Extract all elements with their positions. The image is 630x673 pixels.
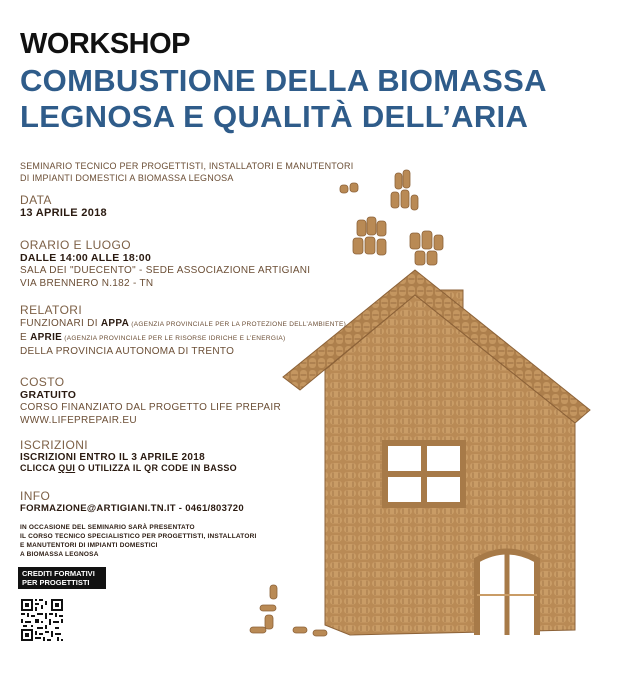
cost-label: COSTO	[20, 375, 65, 389]
cost-value: GRATUITO	[20, 389, 77, 401]
info-contact[interactable]: FORMAZIONE@ARTIGIANI.TN.IT - 0461/803720	[20, 503, 244, 514]
heading-line-2: LEGNOSA E QUALITÀ DELL’ARIA	[20, 99, 529, 134]
speakers-prefix-1: FUNZIONARI DI	[20, 318, 101, 329]
subtitle-line-2: DI IMPIANTI DOMESTICI A BIOMASSA LEGNOSA	[20, 173, 234, 183]
info-label: INFO	[20, 489, 51, 503]
date-value: 13 APRILE 2018	[20, 207, 107, 219]
pellet-house-illustration	[245, 165, 630, 650]
info-section	[20, 489, 244, 514]
appa-name: APPA	[100, 318, 130, 329]
cost-financed: CORSO FINANZIATO DAL PROGETTO LIFE PREPAIR	[20, 402, 281, 413]
aprie-note: (AGENZIA PROVINCIALE PER LE RISORSE IDRICHE E L’ENERGIA)	[62, 335, 286, 342]
note-line-3: E MANUTENTORI DI IMPIANTI DOMESTICI	[20, 542, 158, 549]
click-suffix: O UTILIZZA IL QR CODE IN BASSO	[75, 463, 237, 473]
heading-workshop: WORKSHOP	[20, 28, 190, 60]
speakers-label: RELATORI	[20, 303, 83, 317]
subtitle-line-1: SEMINARIO TECNICO PER PROGETTISTI, INSTALLATORI E MANUTENTORI	[20, 161, 354, 171]
registration-deadline: ISCRIZIONI ENTRO IL 3 APRILE 2018	[20, 452, 205, 463]
venue-text: SALA DEI "DUECENTO" - SEDE ASSOCIAZIONE ARTIGIANI	[20, 265, 311, 276]
address-text: VIA BRENNERO N.182 - TN	[20, 278, 154, 289]
cost-section	[20, 375, 281, 427]
website-link[interactable]: WWW.LIFEPREPAIR.EU	[20, 415, 137, 426]
speakers-line-3: DELLA PROVINCIA AUTONOMA DI TRENTO	[20, 346, 235, 357]
registration-link[interactable]: QUI	[58, 463, 76, 473]
note-line-1: IN OCCASIONE DEL SEMINARIO SARÀ PRESENTATO	[20, 524, 195, 531]
note-line-4: A BIOMASSA LEGNOSA	[20, 551, 99, 558]
qr-code-icon[interactable]	[20, 598, 64, 642]
course-note	[20, 523, 257, 559]
date-label: DATA	[20, 193, 52, 207]
speakers-prefix-2: E	[20, 332, 31, 343]
registration-click-line	[20, 463, 237, 473]
badge-line-1: CREDITI FORMATIVI	[22, 569, 95, 578]
time-place-label: ORARIO E LUOGO	[20, 238, 131, 252]
registration-label: ISCRIZIONI	[20, 438, 89, 452]
time-value: DALLE 14:00 ALLE 18:00	[20, 252, 152, 264]
appa-note: (AGENZIA PROVINCIALE PER LA PROTEZIONE DELL’AMBIENTE)	[129, 321, 347, 328]
date-section	[20, 193, 107, 219]
note-line-2: IL CORSO TECNICO SPECIALISTICO PER PROGETTISTI, INSTALLATORI	[20, 533, 257, 540]
badge-line-2: PER PROGETTISTI	[22, 578, 90, 587]
credits-badge	[18, 567, 106, 589]
heading-line-1: COMBUSTIONE DELLA BIOMASSA	[20, 63, 547, 98]
registration-section	[20, 438, 237, 473]
click-prefix: CLICCA	[20, 463, 59, 473]
aprie-name: APRIE	[30, 332, 63, 343]
